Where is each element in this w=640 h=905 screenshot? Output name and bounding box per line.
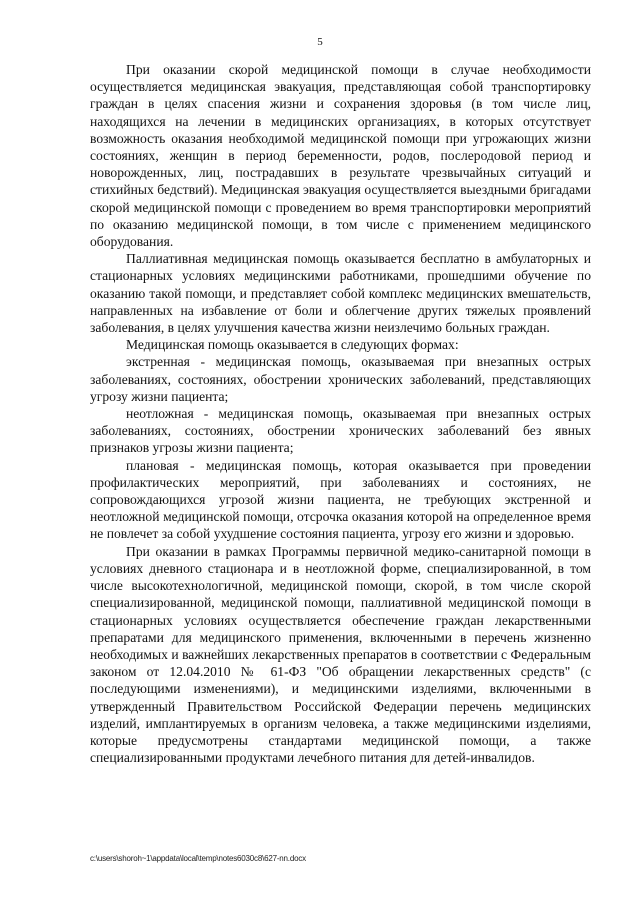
paragraph-form-emergency: экстренная - медицинская помощь, оказываемая при внезапных острых заболеваниях, состояниях, обострении хронических заболеваний, представляющих угрозу жизни пациента;: [90, 354, 591, 404]
paragraph-forms-intro: Медицинская помощь оказывается в следующих формах:: [126, 337, 459, 353]
paragraph-palliative-care: Паллиативная медицинская помощь оказывается бесплатно в амбулаторных и стационарных условиях медицинскими работниками, прошедшими обучение по оказанию такой помощи, и представляет собой комплекс медицинских вмешательств, направленных на избавление от боли и облегчение других тяжелых проявлений заболевания, в целях улучшения качества жизни неизлечимо больных граждан.: [90, 251, 591, 336]
paragraph-form-urgent: неотложная - медицинская помощь, оказываемая при внезапных острых заболеваниях, состояниях, обострении хронических заболеваний без явных признаков угрозы жизни пациента;: [90, 406, 591, 456]
document-body: [90, 61, 591, 766]
paragraph-form-planned: плановая - медицинская помощь, которая оказывается при проведении профилактических мероприятий, при заболеваниях и состояниях, не сопровождающихся угрозой жизни пациента, не требующих экстренной и неотложной медицинской помощи, отсрочка оказания которой на определенное время не повлечет за собой ухудшение состояния пациента, угрозу его жизни и здоровью.: [90, 457, 591, 542]
page-number: 5: [317, 36, 323, 48]
footer-file-path: c:\users\shoroh~1\appdata\local\temp\notes6030c8\627-nn.docx: [90, 854, 306, 863]
paragraph-medication-provision: При оказании в рамках Программы первичной медико-санитарной помощи в условиях дневного стационара и в неотложной форме, специализированной, в том числе высокотехнологичной, медицинской помощи, скорой, в том числе скорой специализированной, медицинской помощи, паллиативной медицинской помощи в стационарных условиях осуществляется обеспечение граждан лекарственными препаратами для медицинского применения, включенными в перечень жизненно необходимых и важнейших лекарственных препаратов в соответствии с Федеральным законом от 12.04.2010 № 61-ФЗ "Об обращении лекарственных средств" (с последующими изменениями), и медицинскими изделиями, включенными в утвержденный Правительством Российской Федерации перечень медицинских изделий, имплантируемых в организм человека, а также медицинскими изделиями, которые предусмотрены стандартами медицинской помощи, а также специализированными продуктами лечебного питания для детей-инвалидов.: [90, 543, 591, 766]
paragraph-emergency-evacuation: При оказании скорой медицинской помощи в случае необходимости осуществляется медицинская эвакуация, представляющая собой транспортировку граждан в целях спасения жизни и сохранения здоровья (в том числе лиц, находящихся на лечении в медицинских организациях, в которых отсутствует возможность оказания необходимой медицинской помощи при угрожающих жизни состояниях, женщин в период беременности, родов, послеродовой период и новорожденных, лиц, пострадавших в результате чрезвычайных ситуаций и стихийных бедствий). Медицинская эвакуация осуществляется выездными бригадами скорой медицинской помощи с проведением во время транспортировки мероприятий по оказанию медицинской помощи, в том числе с применением медицинского оборудования.: [90, 62, 591, 250]
